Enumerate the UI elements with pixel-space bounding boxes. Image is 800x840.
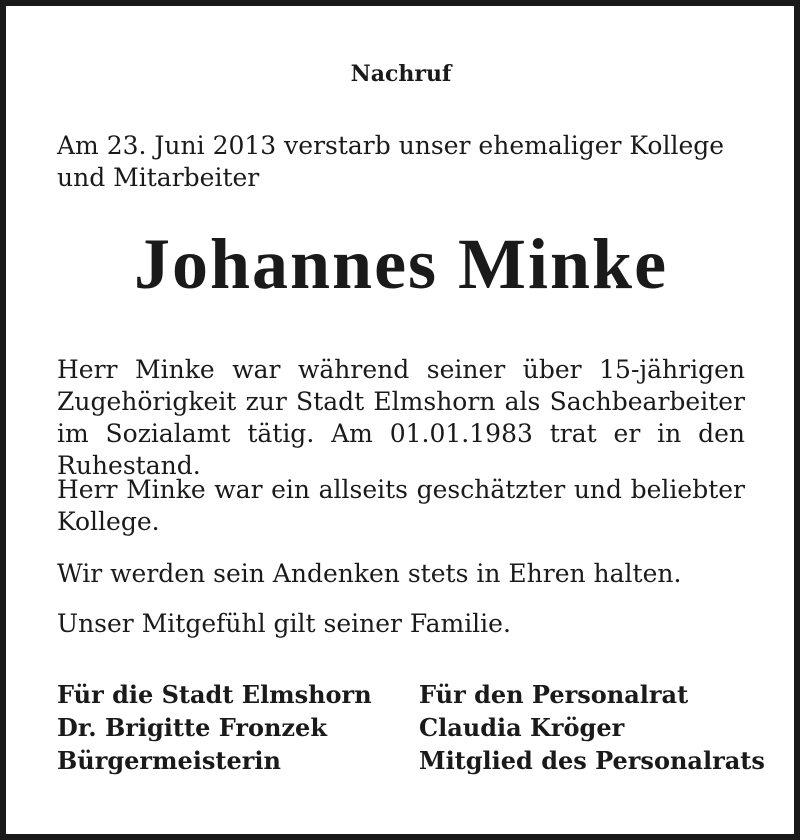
signature-council (419, 678, 765, 777)
deceased-name: Johannes Minke (133, 224, 669, 304)
signature-city-person: Dr. Brigitte Fronzek (57, 713, 327, 742)
intro-text: Am 23. Juni 2013 verstarb unser ehemaliger Kollege und Mitarbeiter (57, 131, 725, 192)
signature-city (57, 678, 397, 777)
signature-city-org: Für die Stadt Elmshorn (57, 680, 372, 709)
paragraph-colleague: Herr Minke war ein allseits geschätzter und beliebter Kollege. (57, 475, 745, 536)
paragraph-remembrance: Wir werden sein Andenken stets in Ehren halten. (57, 559, 682, 588)
signature-council-person: Claudia Kröger (419, 713, 625, 742)
signature-city-role: Bürgermeisterin (57, 746, 281, 775)
paragraph-condolence: Unser Mitgefühl gilt seiner Familie. (57, 609, 511, 638)
paragraph-career: Herr Minke war während seiner über 15-jährigen Zugehörigkeit zur Stadt Elmshorn als Sachbearbeiter im Sozialamt tätig. Am 01.01.1983 trat er in den Ruhestand. (57, 355, 745, 480)
signature-council-org: Für den Personalrat (419, 680, 689, 709)
signature-council-role: Mitglied des Personalrats (419, 746, 765, 775)
notice-heading: Nachruf (350, 61, 452, 87)
